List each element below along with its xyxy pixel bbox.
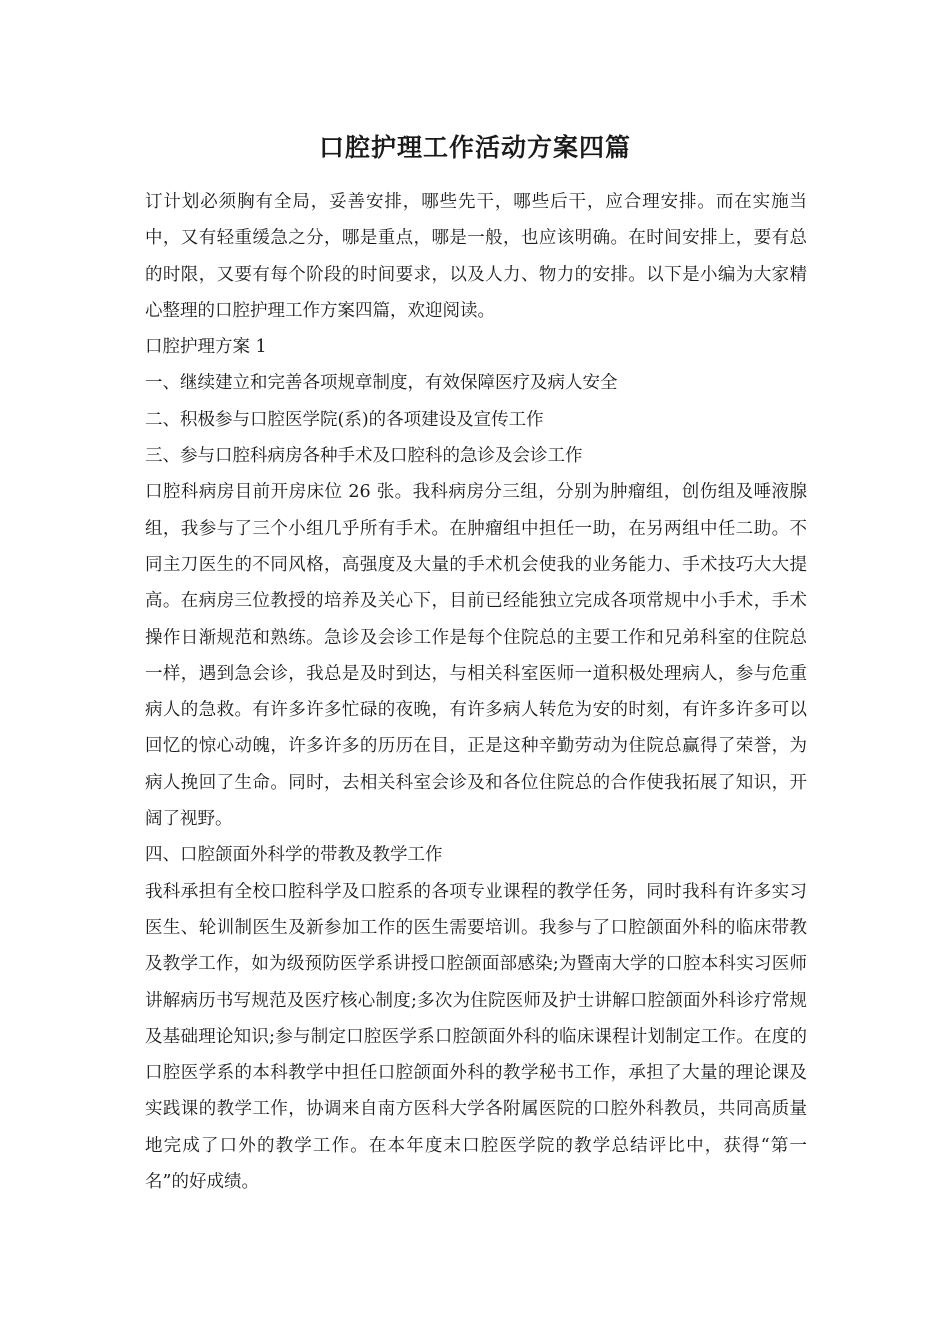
ward-work-paragraph: 口腔科病房目前开房床位 26 张。我科病房分三组，分别为肿瘤组，创伤组及唾液腺组，我参与了三个小组几乎所有手术。在肿瘤组中担任一助，在另两组中任二助。不同主刀医生的不同风格，高强度及大量的手术机会使我的业务能力、手术技巧大大提高。在病房三位教授的培养及关心下，目前已经能独立完成各项常规中小手术，手术操作日渐规范和熟练。急诊及会诊工作是每个住院总的主要工作和兄弟科室的住院总一样，遇到急会诊，我总是及时到达，与相关科室医师一道积极处理病人，参与危重病人的急救。有许多许多忙碌的夜晚，有许多病人转危为安的时刻，有许多许多可以回忆的惊心动魄，许多许多的历历在目，正是这种辛勤劳动为住院总赢得了荣誉，为病人挽回了生命。同时，去相关科室会诊及和各位住院总的合作使我拓展了知识，开阔了视野。 [145, 482, 807, 830]
teaching-work-paragraph: 我科承担有全校口腔科学及口腔系的各项专业课程的教学任务，同时我科有许多实习医生、轮训制医生及新参加工作的医生需要培训。我参与了口腔颌面外科的临床带教及教学工作，如为级预防医学系讲授口腔颌面部感染;为暨南大学的口腔本科实习医师讲解病历书写规范及医疗核心制度;多次为住院医师及护士讲解口腔颌面外科诊疗常规及基础理论知识;参与制定口腔医学系口腔颌面外科的临床课程计划制定工作。在度的口腔医学系的本科教学中担任口腔颌面外科的教学秘书工作，承担了大量的理论课及实践课的教学工作，协调来自南方医科大学各附属医院的口腔外科教员，共同高质量地完成了口外的教学工作。在本年度末口腔医学院的教学总结评比中，获得“第一名”的好成绩。 [145, 881, 807, 1193]
document-body [145, 184, 807, 1200]
list-item-4: 四、口腔颌面外科学的带教及教学工作 [145, 845, 443, 866]
list-item-1: 一、继续建立和完善各项规章制度，有效保障医疗及病人安全 [145, 373, 618, 394]
section-heading-plan-1: 口腔护理方案 1 [145, 337, 267, 358]
document-title: 口腔护理工作活动方案四篇 [318, 133, 631, 162]
list-item-3: 三、参与口腔科病房各种手术及口腔科的急诊及会诊工作 [145, 446, 583, 467]
intro-paragraph: 订计划必须胸有全局，妥善安排，哪些先干，哪些后干，应合理安排。而在实施当中，又有轻重缓急之分，哪是重点，哪是一般，也应该明确。在时间安排上，要有总的时限，又要有每个阶段的时间要求，以及人力、物力的安排。以下是小编为大家精心整理的口腔护理工作方案四篇，欢迎阅读。 [145, 192, 807, 321]
list-item-2: 二、积极参与口腔医学院(系)的各项建设及宣传工作 [145, 409, 544, 430]
